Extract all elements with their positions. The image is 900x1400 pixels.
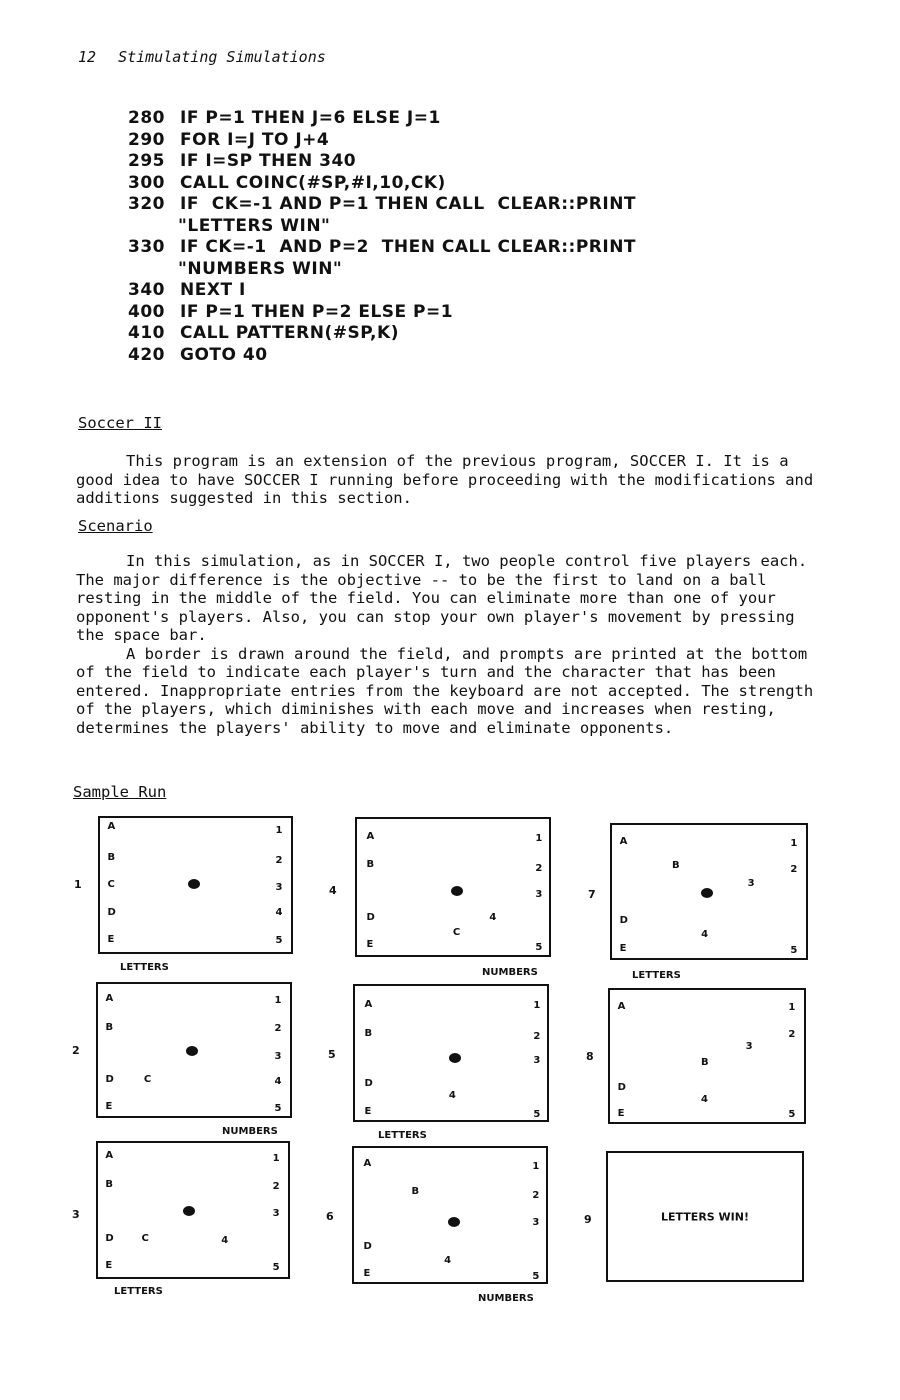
player-marker: A xyxy=(105,992,114,1004)
player-marker: B xyxy=(105,1021,114,1033)
code-line xyxy=(128,130,636,152)
player-marker: E xyxy=(107,933,115,945)
code-line xyxy=(128,323,636,345)
code-text: IF I=SP THEN 340 xyxy=(180,151,357,171)
player-marker: B xyxy=(701,1056,709,1068)
player-marker: E xyxy=(364,1105,372,1117)
player-marker: 5 xyxy=(532,1270,540,1282)
player-marker: D xyxy=(107,907,116,919)
soccer-field-board xyxy=(608,988,806,1124)
sample-run-heading: Sample Run xyxy=(73,783,167,801)
soccer-intro xyxy=(76,452,816,508)
player-marker: A xyxy=(364,998,373,1010)
turn-prompt: LETTERS xyxy=(632,970,681,981)
player-marker: 5 xyxy=(535,942,543,954)
soccer-field-board xyxy=(355,817,551,957)
code-text: CALL PATTERN(#SP,K) xyxy=(180,323,399,343)
player-marker: A xyxy=(617,1001,626,1013)
player-marker: E xyxy=(617,1108,625,1120)
code-line xyxy=(128,173,636,195)
player-marker: E xyxy=(619,942,627,954)
player-marker: 3 xyxy=(533,1055,541,1067)
soccer-heading: Soccer II xyxy=(78,414,162,432)
code-text: "NUMBERS WIN" xyxy=(178,258,343,279)
player-marker: 4 xyxy=(701,929,709,941)
code-line xyxy=(128,302,636,324)
player-marker: 2 xyxy=(790,864,798,876)
scenario-heading: Scenario xyxy=(78,517,153,535)
player-marker: 5 xyxy=(272,1261,280,1273)
player-marker: A xyxy=(105,1150,114,1162)
player-marker: D xyxy=(105,1074,114,1086)
player-marker: B xyxy=(105,1178,114,1190)
scenario-paragraph-1: In this simulation, as in SOCCER I, two people control five players each. The major difference is the objective -- to be the first to land on a ball resting in the middle of the field. You can eliminate more than one of your opponent's players. Also, you can stop your own player's movement by pressing the space bar. xyxy=(76,552,808,644)
player-marker: A xyxy=(619,836,628,848)
code-text: FOR I=J TO J+4 xyxy=(180,129,330,150)
ball-icon xyxy=(451,886,463,896)
soccer-field-board xyxy=(610,823,808,960)
player-marker: D xyxy=(363,1241,372,1253)
code-line xyxy=(128,237,636,259)
player-marker: A xyxy=(363,1158,372,1170)
player-marker: 5 xyxy=(274,1103,282,1115)
player-marker: 1 xyxy=(274,995,282,1007)
line-number: 295 xyxy=(128,151,165,171)
code-text: GOTO 40 xyxy=(180,344,268,365)
soccer-field-board xyxy=(96,982,292,1118)
player-marker: 3 xyxy=(274,1050,282,1062)
player-marker: 2 xyxy=(274,1022,282,1034)
player-marker: C xyxy=(452,927,461,939)
player-marker: E xyxy=(105,1100,113,1112)
player-marker: D xyxy=(364,1077,373,1089)
line-number: 410 xyxy=(128,323,165,343)
player-marker: E xyxy=(105,1260,113,1272)
code-text: IF P=1 THEN J=6 ELSE J=1 xyxy=(180,108,441,128)
line-number: 400 xyxy=(128,301,165,322)
code-line xyxy=(128,280,636,302)
player-marker: C xyxy=(107,879,115,890)
player-marker: 5 xyxy=(788,1109,796,1121)
player-marker: B xyxy=(364,1028,373,1040)
turn-prompt: LETTERS xyxy=(378,1130,427,1141)
player-marker: C xyxy=(143,1074,152,1086)
code-text: IF CK=-1 AND P=2 THEN CALL CLEAR::PRINT xyxy=(180,237,637,257)
line-number: 330 xyxy=(128,237,165,257)
soccer-field-board xyxy=(96,1141,290,1279)
player-marker: 3 xyxy=(272,1208,280,1220)
line-number: 280 xyxy=(128,108,165,128)
player-marker: 2 xyxy=(788,1028,796,1040)
player-marker: 1 xyxy=(272,1153,280,1165)
code-line xyxy=(128,151,636,173)
frame-number: 6 xyxy=(326,1210,334,1223)
win-message: LETTERS WIN! xyxy=(661,1210,749,1223)
player-marker: 3 xyxy=(532,1217,540,1229)
running-header xyxy=(78,48,326,66)
frame-number: 8 xyxy=(586,1050,594,1063)
code-line xyxy=(128,216,636,238)
player-marker: 4 xyxy=(221,1234,229,1246)
ball-icon xyxy=(183,1206,195,1216)
player-marker: 5 xyxy=(533,1108,541,1120)
ball-icon xyxy=(186,1046,198,1056)
line-number: 320 xyxy=(128,194,165,214)
code-line xyxy=(128,345,636,367)
ball-icon xyxy=(188,879,200,889)
player-marker: 4 xyxy=(489,912,497,924)
player-marker: 3 xyxy=(275,881,283,893)
player-marker: D xyxy=(617,1081,626,1093)
player-marker: 3 xyxy=(535,889,543,901)
code-text: IF CK=-1 AND P=1 THEN CALL CLEAR::PRINT xyxy=(180,194,637,214)
player-marker: D xyxy=(619,914,628,926)
player-marker: 1 xyxy=(788,1002,796,1014)
frame-number: 9 xyxy=(584,1213,592,1226)
scenario-text xyxy=(76,552,816,737)
player-marker: 5 xyxy=(790,945,798,957)
frame-number: 3 xyxy=(72,1208,80,1221)
code-line xyxy=(128,259,636,281)
frame-number: 4 xyxy=(329,884,337,897)
player-marker: B xyxy=(366,859,375,871)
soccer-field-board xyxy=(352,1146,548,1284)
ball-icon xyxy=(448,1217,460,1227)
frame-number: 1 xyxy=(74,878,82,891)
turn-prompt: NUMBERS xyxy=(222,1126,278,1137)
player-marker: 4 xyxy=(448,1089,456,1101)
soccer-field-board xyxy=(353,984,549,1122)
soccer-field-board xyxy=(98,816,293,954)
code-line xyxy=(128,194,636,216)
player-marker: 3 xyxy=(747,877,755,889)
player-marker: A xyxy=(107,821,116,833)
turn-prompt: LETTERS xyxy=(120,962,169,973)
page-number: 12 xyxy=(78,48,97,66)
turn-prompt: NUMBERS xyxy=(478,1293,534,1304)
player-marker: 1 xyxy=(532,1160,540,1172)
player-marker: 4 xyxy=(701,1093,709,1105)
soccer-field-board xyxy=(606,1151,804,1282)
player-marker: 2 xyxy=(532,1190,540,1202)
player-marker: 1 xyxy=(535,833,543,845)
player-marker: 1 xyxy=(790,837,798,849)
code-listing xyxy=(128,108,636,366)
frame-number: 7 xyxy=(588,888,596,901)
code-line xyxy=(128,108,636,130)
player-marker: 4 xyxy=(444,1254,452,1266)
player-marker: D xyxy=(366,912,375,924)
player-marker: 2 xyxy=(533,1030,541,1042)
player-marker: 2 xyxy=(272,1181,280,1193)
frame-number: 5 xyxy=(328,1048,336,1061)
player-marker: 1 xyxy=(275,825,283,837)
code-text: NEXT I xyxy=(180,280,246,300)
line-number: 420 xyxy=(128,344,165,365)
player-marker: B xyxy=(107,852,116,864)
player-marker: 4 xyxy=(275,907,283,919)
ball-icon xyxy=(701,888,713,898)
player-marker: 2 xyxy=(535,863,543,875)
code-text: IF P=1 THEN P=2 ELSE P=1 xyxy=(180,301,454,322)
line-number: 290 xyxy=(128,129,165,150)
running-title: Stimulating Simulations xyxy=(118,48,326,66)
scenario-paragraph-2: A border is drawn around the field, and prompts are printed at the bottom of the field to indicate each player's turn and the character that has been entered. Inappropriate entries from the keyboard are not accepted. The strength of the players, which diminishes with each move and increases when resting, determines the players' ability to move and eliminate opponents. xyxy=(76,644,814,737)
line-number: 300 xyxy=(128,172,165,193)
player-marker: 4 xyxy=(274,1075,282,1087)
player-marker: 2 xyxy=(275,854,283,866)
player-marker: 1 xyxy=(533,1000,541,1012)
player-marker: C xyxy=(141,1233,149,1245)
line-number: 340 xyxy=(128,280,165,300)
ball-icon xyxy=(449,1053,461,1063)
player-marker: 3 xyxy=(745,1040,753,1052)
player-marker: E xyxy=(363,1267,371,1279)
player-marker: 5 xyxy=(275,935,283,947)
turn-prompt: LETTERS xyxy=(114,1286,163,1297)
code-text: "LETTERS WIN" xyxy=(178,215,331,236)
soccer-paragraph: This program is an extension of the previous program, SOCCER I. It is a good idea to have SOCCER I running before proceeding with the modifications and additions suggested in this section. xyxy=(76,452,814,507)
player-marker: B xyxy=(411,1186,420,1198)
player-marker: D xyxy=(105,1233,114,1245)
turn-prompt: NUMBERS xyxy=(482,967,538,978)
frame-number: 2 xyxy=(72,1044,80,1057)
code-text: CALL COINC(#SP,#I,10,CK) xyxy=(180,172,446,193)
player-marker: E xyxy=(366,939,374,951)
player-marker: B xyxy=(672,860,680,872)
player-marker: A xyxy=(366,830,375,842)
